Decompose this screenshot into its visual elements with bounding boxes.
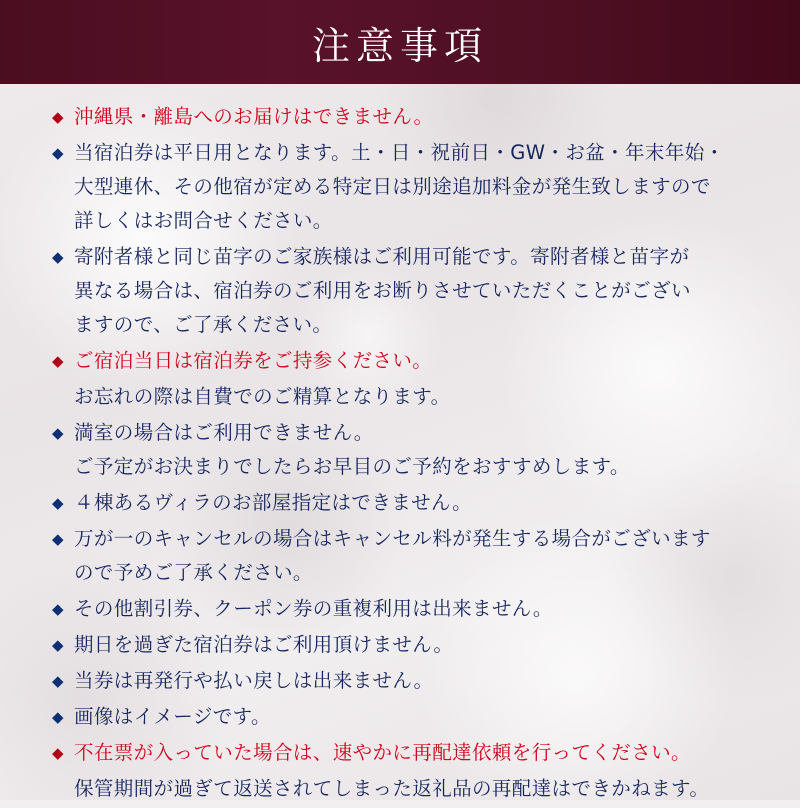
notice-item xyxy=(52,100,762,134)
notice-line xyxy=(52,736,762,770)
diamond-bullet-icon: ◆ xyxy=(52,672,64,690)
diamond-bullet-icon xyxy=(52,274,74,308)
notice-line xyxy=(52,486,762,520)
notice-line xyxy=(52,380,762,414)
diamond-bullet-icon: ◆ xyxy=(52,600,64,618)
diamond-bullet-icon xyxy=(52,380,74,414)
notice-item xyxy=(52,772,762,806)
diamond-bullet-icon: ◆ xyxy=(52,108,64,126)
notice-item xyxy=(52,628,762,662)
notice-item xyxy=(52,240,762,342)
notice-line-text: ますので、ご了承ください。 xyxy=(74,313,333,336)
notice-item xyxy=(52,416,762,484)
notice-line-text: ご予定がお決まりでしたらお早目のご予約をおすすめします。 xyxy=(74,455,630,478)
notice-line-text: 万が一のキャンセルの場合はキャンセル料が発生する場合がございます xyxy=(74,527,711,550)
notice-line xyxy=(52,592,762,626)
notice-line-text: その他割引券、クーポン券の重複利用は出来ません。 xyxy=(74,597,553,620)
notice-item xyxy=(52,700,762,734)
notice-line xyxy=(52,628,762,662)
notice-item xyxy=(52,380,762,414)
notice-line-text: 当券は再発行や払い戻しは出来ません。 xyxy=(74,669,434,692)
diamond-bullet-icon: ◆ xyxy=(52,636,64,654)
notice-item xyxy=(52,736,762,770)
notice-line xyxy=(52,450,762,484)
notice-line-text: 異なる場合は、宿泊券のご利用をお断りさせていただくことがござい xyxy=(74,279,691,302)
diamond-bullet-icon: ◆ xyxy=(52,494,64,512)
diamond-bullet-icon xyxy=(52,450,74,484)
diamond-bullet-icon xyxy=(52,170,74,204)
notice-line xyxy=(52,772,762,806)
diamond-bullet-icon: ◆ xyxy=(52,352,64,370)
diamond-bullet-icon: ◆ xyxy=(52,708,64,726)
notice-line xyxy=(52,556,762,590)
notice-line xyxy=(52,274,762,308)
notice-line xyxy=(52,100,762,134)
notice-line xyxy=(52,308,762,342)
notice-line xyxy=(52,204,762,238)
notice-line-text: ご宿泊当日は宿泊券をご持参ください。 xyxy=(74,349,433,372)
notice-line-text: 当宿泊券は平日用となります。土・日・祝前日・GW・お盆・年末年始・ xyxy=(74,141,725,164)
notice-item xyxy=(52,136,762,238)
notice-line-text: 詳しくはお問合せください。 xyxy=(74,209,333,232)
notice-line-text: 画像はイメージです。 xyxy=(74,705,271,728)
notice-line xyxy=(52,240,762,274)
diamond-bullet-icon: ◆ xyxy=(52,424,64,442)
notice-line xyxy=(52,522,762,556)
notice-line-text: ４棟あるヴィラのお部屋指定はできません。 xyxy=(74,491,473,514)
diamond-bullet-icon: ◆ xyxy=(52,530,64,548)
notice-item xyxy=(52,486,762,520)
page-header xyxy=(0,0,800,84)
diamond-bullet-icon xyxy=(52,308,74,342)
notice-line-text: お忘れの際は自費でのご精算となります。 xyxy=(74,385,451,408)
notice-item xyxy=(52,592,762,626)
notice-line-text: 沖縄県・離島へのお届けはできません。 xyxy=(74,105,434,128)
diamond-bullet-icon: ◆ xyxy=(52,144,64,162)
diamond-bullet-icon: ◆ xyxy=(52,248,64,266)
notice-line xyxy=(52,700,762,734)
notice-list xyxy=(52,100,762,808)
notice-line-text: 不在票が入っていた場合は、速やかに再配達依頼を行ってください。 xyxy=(74,741,691,764)
notice-line xyxy=(52,416,762,450)
notice-line-text: ので予めご了承ください。 xyxy=(74,561,313,584)
notice-line xyxy=(52,664,762,698)
notice-line xyxy=(52,170,762,204)
diamond-bullet-icon xyxy=(52,772,74,806)
diamond-bullet-icon xyxy=(52,204,74,238)
notice-item xyxy=(52,522,762,590)
notice-line xyxy=(52,136,762,170)
notice-line xyxy=(52,344,762,378)
diamond-bullet-icon: ◆ xyxy=(52,744,64,762)
notice-item xyxy=(52,664,762,698)
notice-line-text: 保管期間が過ぎて返送されてしまった返礼品の再配達はできかねます。 xyxy=(74,777,710,800)
notice-line-text: 寄附者様と同じ苗字のご家族様はご利用可能です。寄附者様と苗字が xyxy=(74,245,690,268)
notice-line-text: 満室の場合はご利用できません。 xyxy=(74,421,374,444)
notice-line-text: 期日を過ぎた宿泊券はご利用頂けません。 xyxy=(74,633,454,656)
diamond-bullet-icon xyxy=(52,556,74,590)
notice-item xyxy=(52,344,762,378)
notice-line-text: 大型連休、その他宿が定める特定日は別途追加料金が発生致しますので xyxy=(74,175,711,198)
page-title: 注意事項 xyxy=(311,23,488,68)
